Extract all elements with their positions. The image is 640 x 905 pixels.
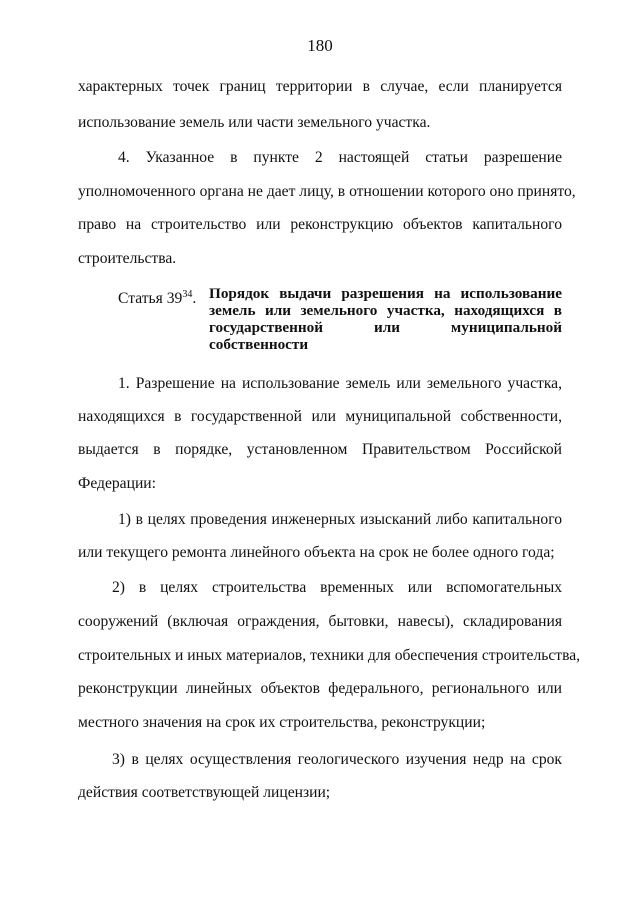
text-line: 3) в целях осуществления геологического изучения недр на срок [112,751,562,768]
text-line: 1. Разрешение на использование земель или земельного участка, [118,375,562,392]
article-title-line: государственной или муниципальной [209,319,562,336]
text-line: уполномоченного органа не дает лицу, в отношении которого оно принято, [78,183,576,200]
text-line: 1) в целях проведения инженерных изысканий либо капитального [118,511,562,528]
article-label-text: Статья 39 [118,290,183,307]
text-line: действия соответствующей лицензии; [78,784,331,801]
article-title-line: земель или земельного участка, находящихся в [209,302,562,319]
text-line: реконструкции линейных объектов федерального, регионального или [78,680,562,697]
text-line: Федерации: [78,475,156,492]
page-number: 180 [307,36,333,55]
text-line: право на строительство или реконструкцию объектов капитального [78,216,562,233]
article-label [118,285,196,309]
text-line: или текущего ремонта линейного объекта на срок не более одного года; [78,544,555,561]
text-line: строительных и иных материалов, техники для обеспечения строительства, [78,647,581,664]
text-line: 2) в целях строительства временных или вспомогательных [112,579,562,596]
text-line: строительства. [78,250,177,267]
text-line: местного значения на срок их строительства, реконструкции; [78,714,486,731]
article-label-sup: 34 [182,289,193,300]
article-title-line: собственности [209,336,309,353]
text-line: использование земель или части земельного участка. [78,114,431,131]
article-title-line: Порядок выдачи разрешения на использование [209,285,562,302]
text-line: находящихся в государственной или муниципальной собственности, [78,408,562,425]
text-line: характерных точек границ территории в случае, если планируется [78,78,562,95]
text-line: выдается в порядке, установленном Правительством Российской [78,441,562,458]
text-line: сооружений (включая ограждения, бытовки, навесы), складирования [78,613,562,630]
text-line: 4. Указанное в пункте 2 настоящей статьи разрешение [118,149,562,166]
article-label-suffix: . [192,290,197,307]
